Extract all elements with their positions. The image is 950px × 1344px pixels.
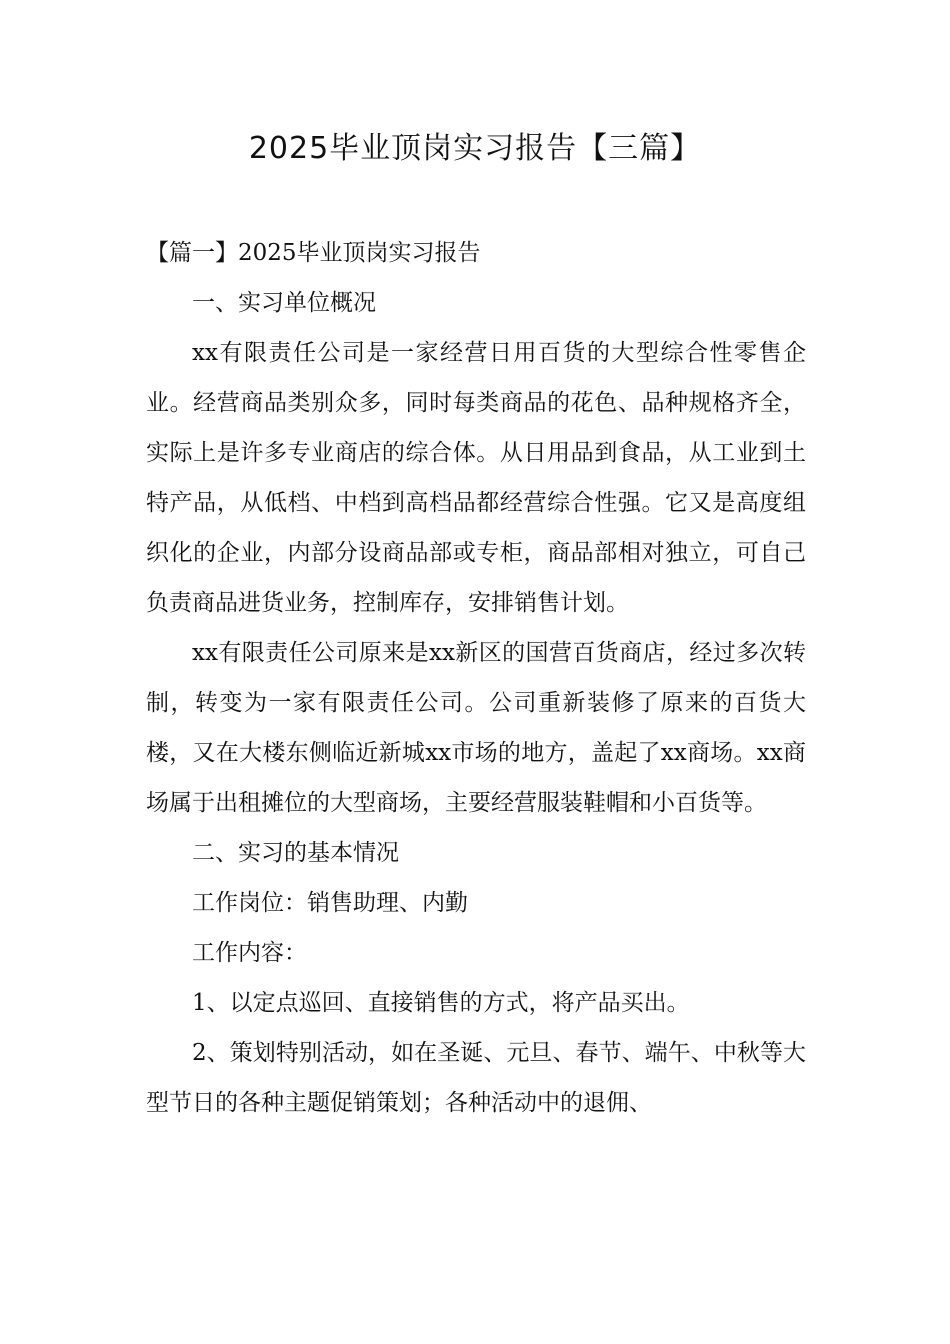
paragraph-job-content-label: 工作内容： — [192, 940, 307, 966]
section-heading-company-overview: 一、实习单位概况 — [192, 290, 376, 316]
document-body — [146, 228, 806, 1128]
section-heading-part-one: 【篇一】2025毕业顶岗实习报告 — [146, 240, 481, 266]
document-title: 2025毕业顶岗实习报告【三篇】 — [248, 131, 702, 166]
list-item-2: 2、策划特别活动，如在圣诞、元旦、春节、端午、中秋等大型节日的各种主题促销策划；各种活动中的退佣、 — [146, 1040, 806, 1116]
list-item-1: 1、以定点巡回、直接销售的方式，将产品买出。 — [192, 990, 690, 1016]
section-heading-internship-basics: 二、实习的基本情况 — [192, 840, 399, 866]
paragraph-company-description: xx有限责任公司是一家经营日用百货的大型综合性零售企业。经营商品类别众多，同时每类商品的花色、品种规格齐全，实际上是许多专业商店的综合体。从日用品到食品，从工业到土特产品，从低档、中档到高档品都经营综合性强。它又是高度组织化的企业，内部分设商品部或专柜，商品部相对独立，可自己负责商品进货业务，控制库存，安排销售计划。 — [146, 340, 806, 616]
paragraph-company-history: xx有限责任公司原来是xx新区的国营百货商店，经过多次转制，转变为一家有限责任公司。公司重新装修了原来的百货大楼，又在大楼东侧临近新城xx市场的地方，盖起了xx商场。xx商场属于出租摊位的大型商场，主要经营服装鞋帽和小百货等。 — [146, 640, 806, 816]
paragraph-job-position: 工作岗位：销售助理、内勤 — [192, 890, 468, 916]
